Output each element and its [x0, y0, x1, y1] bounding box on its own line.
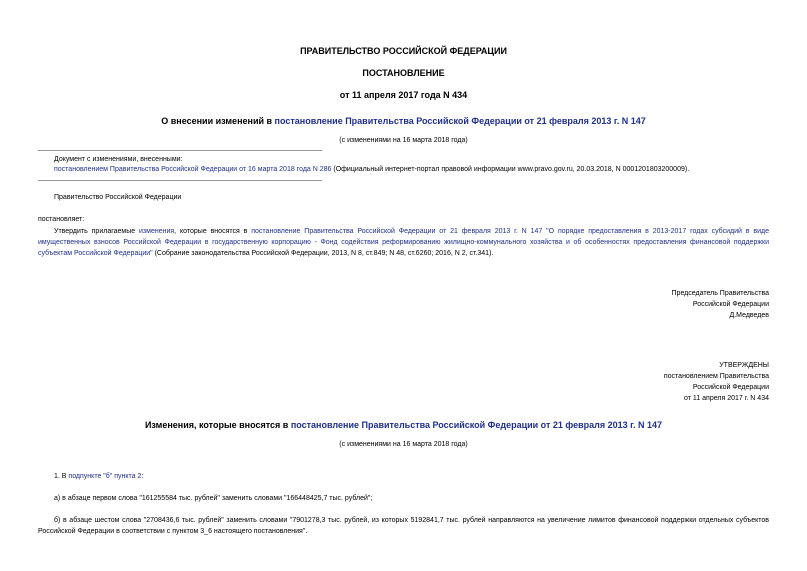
approved-line2: постановлением Правительства [663, 373, 769, 380]
changes-title-note: (с изменениями на 16 марта 2018 года) [339, 441, 468, 448]
approved-block [664, 360, 769, 404]
decides-line: постановляет: [38, 216, 85, 223]
item-1-prefix: 1. В [54, 473, 69, 480]
para-mid: , которые вносятся в [174, 228, 252, 235]
approved-line3: Российской Федерации [692, 384, 769, 391]
changes-link[interactable]: изменения [139, 228, 175, 235]
document-date: от 11 апреля 2017 года N 434 [339, 90, 468, 100]
resolution-link[interactable]: постановление Правительства Российской Федерации от 21 февраля 2013 г. N 147 "О порядке предоставления в 2013-2017 годах субсидий в виде имущественных взносов Российской Федерации в государственную корпорацию - Фонд содействия реформированию жилищно-коммунального хозяйства и об особенностях предоставления финансовой поддержки субъектам Российской Федерации" [38, 228, 769, 257]
title-link[interactable]: постановление Правительства Российской Федерации от 21 февраля 2013 г. N 147 [274, 116, 646, 126]
amend-source: (Официальный интернет-портал правовой информации www.pravo.gov.ru, 20.03.2018, N 0001201803200009). [331, 166, 690, 173]
document-title [0, 116, 807, 126]
para-start: Утвердить прилагаемые [54, 228, 140, 235]
amend-link[interactable]: постановлением Правительства Российской Федерации от 16 марта 2018 года N 286 [54, 166, 332, 173]
item-1 [54, 473, 143, 480]
item-1-link[interactable]: подпункте "б" пункта 2 [68, 473, 142, 480]
changes-title-prefix: Изменения, которые вносятся в [144, 420, 291, 430]
amend-note-line2 [54, 166, 774, 173]
changes-note: (с изменениями на 16 марта 2018 года) [339, 137, 468, 144]
amend-note-line1: Документ с изменениями, внесенными: [54, 156, 183, 163]
para-end: (Собрание законодательства Российской Федерации, 2013, N 8, ст.849; N 48, ст.6260; 2016, N 2, ст.341). [152, 250, 494, 257]
signature-line2: Российской Федерации [692, 301, 769, 308]
divider-top [38, 150, 322, 151]
item-a: а) в абзаце первом слова "161255584 тыс. рублей" заменить словами "166448425,7 тыс. рублей"; [54, 495, 373, 502]
divider-bottom [38, 180, 322, 181]
gov-line: Правительство Российской Федерации [54, 194, 182, 201]
signature-line3: Д.Медведев [729, 312, 769, 319]
title-prefix: О внесении изменений в [161, 116, 275, 126]
changes-title-link[interactable]: постановление Правительства Российской Федерации от 21 февраля 2013 г. N 147 [290, 420, 663, 430]
changes-title [0, 420, 807, 430]
government-heading: ПРАВИТЕЛЬСТВО РОССИЙСКОЙ ФЕДЕРАЦИИ [300, 46, 507, 56]
approved-line4: от 11 апреля 2017 г. N 434 [684, 395, 769, 402]
decree-paragraph [38, 226, 769, 259]
item-1-suffix: : [141, 473, 144, 480]
signature-block [672, 288, 769, 321]
item-b: б) в абзаце шестом слова "2708436,6 тыс. рублей" заменить словами "7901278,3 тыс. рублей, из которых 5192841,7 тыс. рублей направляются на увеличение лимитов финансовой поддержки отдельных субъектов Российской Федерации в соответствии с пунктом 3_6 настоящего постановления". [38, 517, 769, 535]
signature-line1: Председатель Правительства [671, 290, 769, 297]
document-type: ПОСТАНОВЛЕНИЕ [362, 68, 445, 78]
approved-line1: УТВЕРЖДЕНЫ [719, 362, 769, 369]
